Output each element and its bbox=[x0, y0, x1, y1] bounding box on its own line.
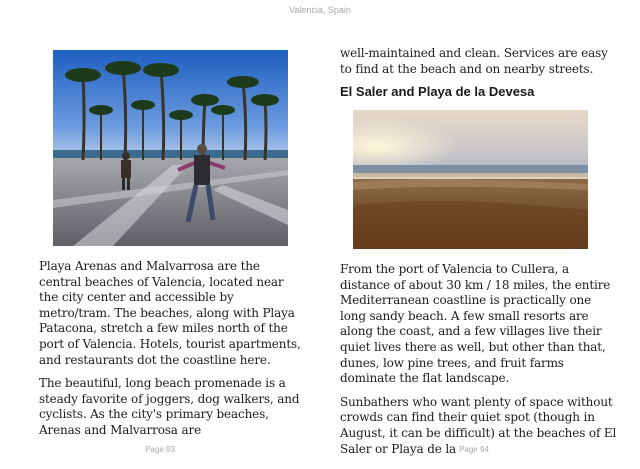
paragraph: From the port of Valencia to Cullera, a distance of about 30 km / 18 miles, the entire Mediterranean coastline is practically one long sandy beach. A few small resorts are along the coast, and a few villages live their quiet lives there as well, but other than that, dunes, low pine trees, and fruit farms dominate the flat landscape. bbox=[340, 262, 611, 386]
left-page-text bbox=[39, 259, 303, 447]
sunset-beach-image bbox=[353, 110, 588, 249]
right-page-text bbox=[340, 262, 618, 465]
paragraph: Playa Arenas and Malvarrosa are the central beaches of Valencia, located near the city center and accessible by metro/tram. The beaches, along with Playa Patacona, stretch a few miles north of the port of Valencia. Hotels, tourist apartments, and restaurants dot the coastline here. bbox=[39, 259, 301, 367]
paragraph: The beautiful, long beach promenade is a steady favorite of joggers, dog walkers, and cyclists. As the city's primary beaches, Arenas and Malvarrosa are bbox=[39, 376, 300, 437]
page-number: Page 94 bbox=[459, 445, 489, 454]
beach-promenade-image bbox=[53, 50, 288, 246]
page-number: Page 93 bbox=[145, 445, 175, 454]
right-page[interactable] bbox=[320, 0, 640, 469]
sunset-beach-photo bbox=[353, 110, 588, 249]
section-heading: El Saler and Playa de la Devesa bbox=[340, 84, 535, 99]
paragraph: well-maintained and clean. Services are easy to find at the beach and on nearby streets. bbox=[340, 46, 608, 76]
paragraph: Sunbathers who want plenty of space without crowds can find their quiet spot (though in August, it can be difficult) at the beaches of El Saler or Playa de la bbox=[340, 394, 617, 456]
beach-promenade-photo bbox=[53, 50, 288, 246]
book-title: Valencia, Spain bbox=[289, 5, 351, 15]
right-page-top-text bbox=[340, 46, 620, 85]
